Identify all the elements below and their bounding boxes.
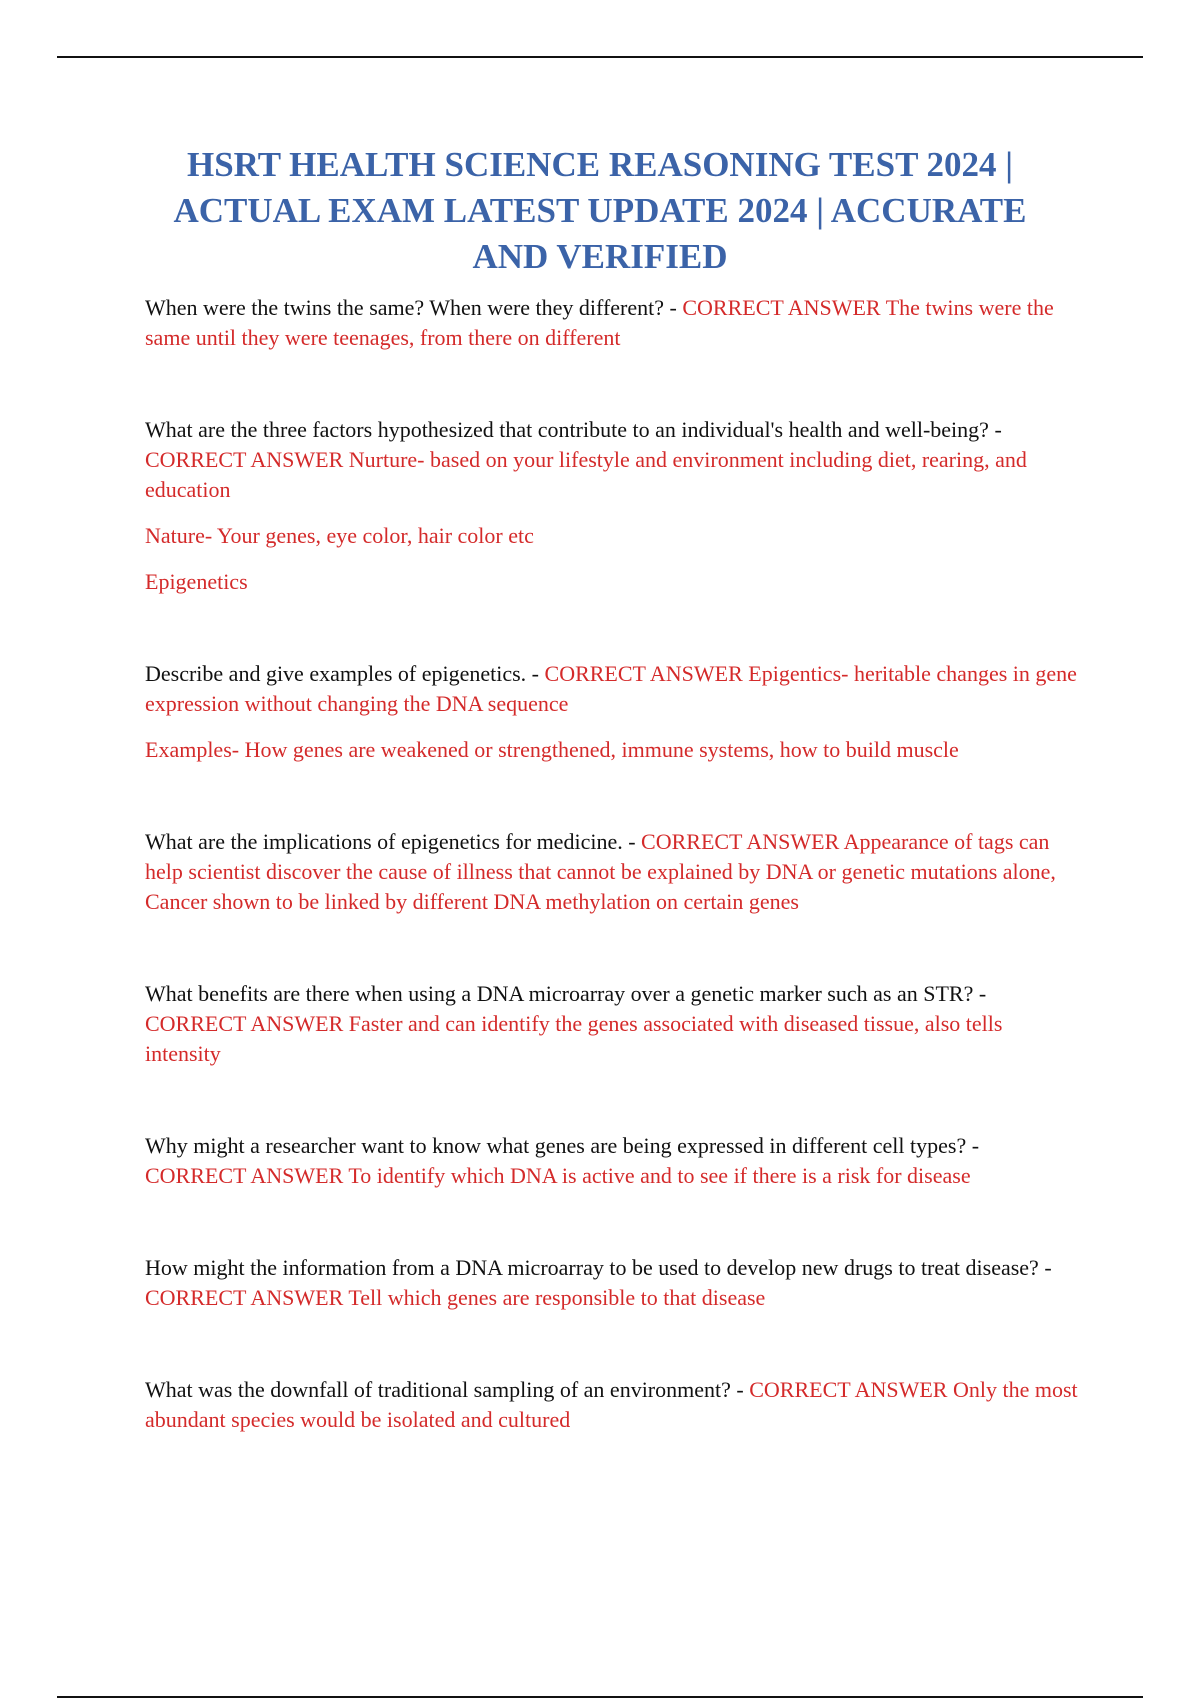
question-text: How might the information from a DNA microarray to be used to develop new drugs to treat disease? - bbox=[145, 1255, 1052, 1280]
qa-paragraph bbox=[145, 979, 1080, 1069]
question-text: When were the twins the same? When were they different? - bbox=[145, 295, 683, 320]
qa-item bbox=[145, 1253, 1080, 1313]
qa-item bbox=[145, 1375, 1080, 1435]
question-text: What was the downfall of traditional sampling of an environment? - bbox=[145, 1377, 750, 1402]
answer-text: Nurture- based on your lifestyle and environment including diet, rearing, and education bbox=[145, 447, 1027, 502]
answer-label: CORRECT ANSWER bbox=[145, 1011, 344, 1036]
qa-paragraph bbox=[145, 1375, 1080, 1435]
qa-item bbox=[145, 415, 1080, 597]
page-title bbox=[100, 142, 1100, 280]
question-text: What benefits are there when using a DNA microarray over a genetic marker such as an STR? - bbox=[145, 981, 987, 1006]
qa-paragraph bbox=[145, 1253, 1080, 1313]
answer-label: CORRECT ANSWER bbox=[544, 661, 743, 686]
title-line: AND VERIFIED bbox=[472, 237, 728, 276]
qa-paragraph bbox=[145, 415, 1080, 505]
answer-text: Epigentics- heritable changes in gene expression without changing the DNA sequence bbox=[145, 661, 1077, 716]
bottom-rule bbox=[57, 1696, 1143, 1698]
answer-label: CORRECT ANSWER bbox=[682, 295, 881, 320]
answer-label: CORRECT ANSWER bbox=[145, 1285, 344, 1310]
answer-extra-line: Nature- Your genes, eye color, hair color etc bbox=[145, 523, 534, 548]
qa-item bbox=[145, 827, 1080, 917]
question-text: What are the implications of epigenetics for medicine. - bbox=[145, 829, 642, 854]
answer-label: CORRECT ANSWER bbox=[749, 1377, 948, 1402]
answer-text: Faster and can identify the genes associated with diseased tissue, also tells intensity bbox=[145, 1011, 1003, 1066]
qa-item bbox=[145, 293, 1080, 353]
qa-paragraph bbox=[145, 293, 1080, 353]
answer-text: The twins were the same until they were teenages, from there on different bbox=[145, 295, 1054, 350]
qa-item bbox=[145, 659, 1080, 765]
title-line: ACTUAL EXAM LATEST UPDATE 2024 | ACCURATE bbox=[173, 191, 1027, 230]
qa-paragraph bbox=[145, 659, 1080, 719]
answer-text: To identify which DNA is active and to see if there is a risk for disease bbox=[348, 1163, 971, 1188]
question-text: Describe and give examples of epigenetics. - bbox=[145, 661, 545, 686]
title-line: HSRT HEALTH SCIENCE REASONING TEST 2024 | bbox=[186, 145, 1014, 184]
qa-paragraph bbox=[145, 827, 1080, 917]
top-rule bbox=[57, 56, 1143, 58]
qa-paragraph bbox=[145, 1131, 1080, 1191]
answer-text: Only the most abundant species would be isolated and cultured bbox=[145, 1377, 1078, 1432]
answer-extra-line: Epigenetics bbox=[145, 569, 248, 594]
qa-item bbox=[145, 1131, 1080, 1191]
answer-label: CORRECT ANSWER bbox=[641, 829, 840, 854]
qa-item bbox=[145, 979, 1080, 1069]
answer-extra-line: Examples- How genes are weakened or strengthened, immune systems, how to build muscle bbox=[145, 737, 959, 762]
question-text: Why might a researcher want to know what genes are being expressed in different cell types? - bbox=[145, 1133, 980, 1158]
answer-label: CORRECT ANSWER bbox=[145, 447, 344, 472]
answer-label: CORRECT ANSWER bbox=[145, 1163, 344, 1188]
qa-list bbox=[145, 293, 1080, 1435]
answer-text: Tell which genes are responsible to that disease bbox=[348, 1285, 766, 1310]
question-text: What are the three factors hypothesized that contribute to an individual's health and well-being? - bbox=[145, 417, 1002, 442]
answer-text: Appearance of tags can help scientist discover the cause of illness that cannot be explained by DNA or genetic mutations alone, Cancer shown to be linked by different DNA methylation on certain genes bbox=[145, 829, 1056, 914]
